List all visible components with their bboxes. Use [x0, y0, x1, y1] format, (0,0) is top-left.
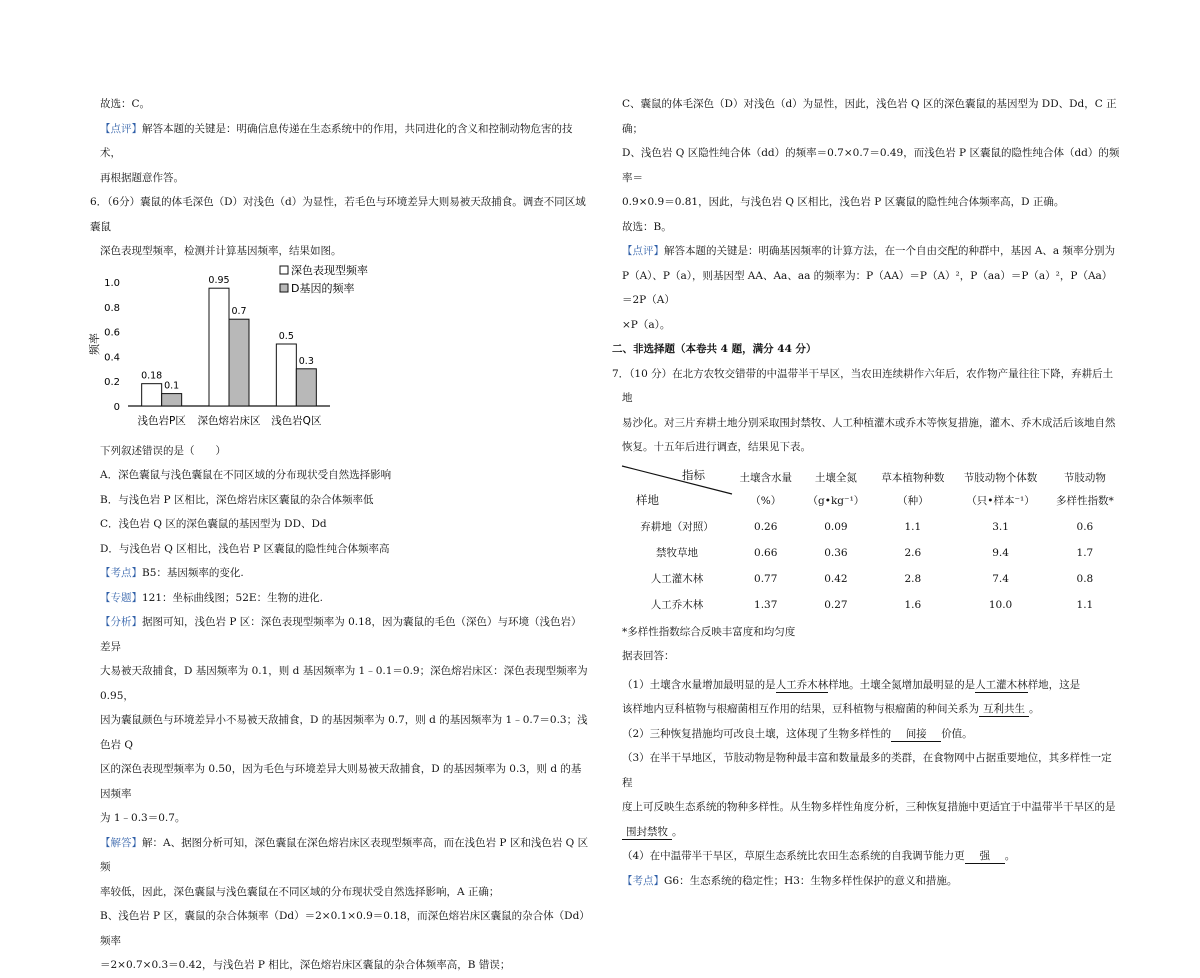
bar	[162, 393, 182, 405]
answer-line: 故选：C。	[100, 98, 151, 110]
table-cell: 9.4	[992, 546, 1009, 559]
a1-text-3: 样地，这是	[1027, 678, 1081, 691]
corner-bottom-label: 样地	[636, 492, 659, 507]
a3-blank: 围封禁牧	[622, 825, 672, 840]
kaodian-tag: 【考点】	[100, 567, 142, 579]
bar	[229, 319, 249, 406]
table-cell: 弃耕地（对照）	[640, 521, 714, 533]
y-tick-label: 0.4	[104, 351, 120, 363]
header-unit: （只•样本⁻¹）	[966, 494, 1035, 507]
kaodian-tag: 【考点】	[622, 874, 664, 887]
a2-text-2: 价值。	[941, 727, 973, 740]
comment-paragraph	[90, 117, 590, 166]
q7-answer-1-cont	[622, 697, 1122, 722]
table-cell: 人工乔木林	[650, 599, 704, 611]
data-label: 0.5	[278, 330, 294, 342]
table-cell: 3.1	[992, 520, 1009, 533]
q7-number: 7．	[612, 367, 630, 380]
table-cell: 1.1	[904, 520, 922, 533]
y-tick-label: 0.2	[104, 376, 120, 388]
q6-number: 6．	[90, 196, 108, 208]
table-cell: 1.37	[754, 598, 778, 611]
comment-text: 解答本题的关键是：明确基因频率的计算方法，在一个自由交配的种群中，基因 A、a 频率分别为	[664, 245, 1116, 257]
fenxi-line-2: 大易被天敌捕食，D 基因频率为 0.1，则 d 基因频率为 1﹣0.1＝0.9；深色熔岩床区：深色表现型频率为 0.95，	[100, 665, 588, 702]
bar	[142, 383, 162, 405]
table-cell: 7.4	[992, 572, 1009, 585]
header-unit: （%）	[750, 494, 782, 507]
kaodian-text: G6：生态系统的稳定性；H3：生物多样性保护的意义和措施。	[664, 874, 958, 887]
zhuanti-tag: 【专题】	[100, 591, 142, 604]
a1-text-5: 。	[1029, 703, 1040, 715]
bar	[209, 288, 229, 406]
legend-swatch	[280, 284, 288, 292]
table-cell: 0.6	[1076, 520, 1094, 533]
legend-swatch	[280, 266, 288, 274]
kaodian-paragraph	[90, 561, 590, 586]
a1-blank-2: 人工灌木林	[975, 678, 1028, 691]
fenxi-line-3: 因为囊鼠颜色与环境差异小不易被天敌捕食，D 的基因频率为 0.7，则 d 的基因频率为 1﹣0.7＝0.3；浅色岩 Q	[100, 714, 588, 751]
comment-text: 解答本题的关键是：明确信息传递在生态系统中的作用，共同进化的含义和控制动物危害的技术，	[100, 122, 573, 159]
zhuanti-paragraph	[90, 586, 590, 611]
bar	[296, 368, 316, 405]
fenxi-paragraph	[90, 610, 590, 659]
table-cell: 0.66	[754, 546, 778, 559]
table-cell: 禁牧草地	[656, 547, 698, 559]
table-cell: 0.27	[824, 598, 848, 611]
data-label: 0.7	[231, 305, 247, 317]
q6-stem-cont: 深色表现型频率，检测并计算基因频率，结果如图。	[100, 245, 342, 257]
table-cell: 10.0	[988, 598, 1013, 611]
table-row	[622, 592, 1122, 618]
a1-text: （1）土壤含水量增加最明显的是	[622, 678, 776, 691]
table-footnote: *多样性指数综合反映丰富度和均匀度	[622, 625, 796, 638]
jieda-line-2: 率较低，因此，深色囊鼠与浅色囊鼠在不同区域的分布现状受自然选择影响，A 正确；	[100, 885, 500, 898]
comment-text-cont: 再根据题意作答。	[100, 171, 184, 184]
a4-text: （4）在中温带半干旱区，草原生态系统比农田生态系统的自我调节能力更	[622, 850, 965, 862]
header-line: 节肢动物个体数	[963, 471, 1038, 484]
x-tick-label: 浅色岩P区	[137, 414, 186, 427]
comment-tag: 【点评】	[622, 245, 664, 257]
table-cell: 2.8	[904, 572, 922, 585]
table-header-cell	[732, 464, 799, 514]
jieda-tag: 【解答】	[100, 836, 142, 849]
legend-label: 深色表现型频率	[291, 263, 368, 277]
comment-paragraph	[622, 239, 1122, 264]
a1-blank-3: 互利共生	[979, 702, 1029, 717]
y-tick-label: 0.8	[104, 302, 120, 314]
table-cell: 1.1	[1076, 598, 1094, 611]
q7-stem-text: （10 分）在北方农牧交错带的中温带半干旱区，当农田连续耕作六年后，农作物产量往往下降，弃耕后土地	[622, 367, 1114, 404]
header-unit: （g•kg⁻¹）	[807, 494, 865, 507]
jieda-line-3: B、浅色岩 P 区，囊鼠的杂合体频率（Dd）＝2×0.1×0.9＝0.18，而深色熔岩床区囊鼠的杂合体（Dd）频率	[100, 910, 590, 947]
y-axis-label: 频率	[88, 332, 101, 355]
q7-answer-3-cont: 度上可反映生态系统的物种多样性。从生物多样性角度分析，三种恢复措施中更适宜于中温带半干旱区的是	[622, 801, 1116, 813]
q7-prompt: 据表回答：	[622, 650, 675, 662]
header-unit: （种）	[897, 494, 929, 507]
x-tick-label: 深色熔岩床区	[197, 414, 261, 427]
comment-line-3: ×P（a）。	[622, 318, 671, 331]
y-tick-label: 0	[113, 401, 120, 413]
q7-stem	[612, 362, 1122, 411]
a1-text-2: 样地。土壤全氮增加最明显的是	[828, 678, 976, 691]
data-label: 0.1	[164, 380, 180, 392]
option-a: A．深色囊鼠与浅色囊鼠在不同区域的分布现状受自然选择影响	[100, 469, 392, 481]
q7-answer-1	[622, 673, 1122, 698]
table-cell: 0.36	[824, 546, 848, 559]
kaodian-text: B5：基因频率的变化.	[142, 567, 244, 579]
table-cell: 0.8	[1076, 572, 1094, 585]
left-column	[90, 92, 590, 978]
q7-answer-4	[622, 844, 1122, 869]
table-header-row	[622, 464, 1122, 514]
header-line: 土壤含水量	[739, 471, 792, 484]
bar-chart	[90, 264, 590, 439]
kaodian-paragraph	[622, 869, 1122, 894]
table-cell: 人工灌木林	[650, 573, 704, 585]
bar	[276, 344, 296, 406]
q7-stem-line-2: 易沙化。对三片弃耕土地分别采取围封禁牧、人工种植灌木或乔木等恢复措施，灌木、乔木成活后该地自然	[622, 416, 1116, 429]
corner-top-label: 指标	[682, 467, 705, 482]
table-row	[622, 514, 1122, 540]
table-cell: 0.26	[754, 520, 778, 533]
y-tick-label: 1.0	[104, 277, 120, 289]
option-d: D．与浅色岩 Q 区相比，浅色岩 P 区囊鼠的隐性纯合体频率高	[100, 542, 390, 555]
a4-text-end: 。	[1004, 850, 1016, 862]
data-label: 0.3	[298, 355, 314, 367]
a2-text: （2）三种恢复措施均可改良土壤，这体现了生物多样性的	[622, 727, 892, 740]
y-tick-label: 0.6	[104, 327, 120, 339]
zhuanti-text: 121：坐标曲线图；52E：生物的进化.	[142, 591, 323, 604]
comment-line-2: P（A）、P（a），则基因型 AA、Aa、aa 的频率为：P（AA）＝P（A）²，P（aa）＝P（a）²，P（Aa）＝2P（A）	[622, 269, 1113, 306]
data-label: 0.18	[141, 370, 163, 382]
table-row	[622, 566, 1122, 592]
table-header-cell	[872, 464, 953, 514]
fenxi-text: 据图可知，浅色岩 P 区：深色表现型频率为 0.18，因为囊鼠的毛色（深色）与环境（浅色岩）差异	[100, 616, 582, 653]
table-row	[622, 540, 1122, 566]
a2-blank: 间接	[891, 727, 941, 742]
fenxi-tag: 【分析】	[100, 616, 142, 628]
jieda-text: 解：A、据图分析可知，深色囊鼠在深色熔岩床区表现型频率高，而在浅色岩 P 区和浅色岩 Q 区频	[100, 836, 589, 873]
table-header-cell	[799, 464, 872, 514]
a3-text-end: 。	[672, 825, 683, 838]
a1-blank-1: 人工乔木林	[775, 678, 829, 691]
data-label: 0.95	[208, 274, 230, 286]
table-corner-cell	[622, 464, 732, 514]
header-line: 节肢动物	[1063, 471, 1106, 484]
fenxi-line-4: 区的深色表现型频率为 0.50，因为毛色与环境差异大则易被天敌捕食，D 的基因频率为 0.3，则 d 的基因频率	[100, 763, 582, 800]
q7-answer-3-end	[622, 820, 1122, 845]
right-column	[612, 92, 1122, 893]
option-c: C．浅色岩 Q 区的深色囊鼠的基因型为 DD、Dd	[100, 518, 327, 530]
table-cell: 0.42	[824, 572, 848, 585]
q7-answer-3: （3）在半干旱地区，节肢动物是物种最丰富和数量最多的类群，在食物网中占据重要地位，其多样性一定程	[622, 752, 1112, 789]
table-cell: 1.6	[904, 598, 922, 611]
header-unit: 多样性指数*	[1056, 494, 1114, 507]
legend-label: D基因的频率	[291, 281, 355, 295]
header-line: 草本植物种数	[881, 471, 945, 484]
table-cell: 0.09	[824, 520, 848, 533]
option-d-analysis: D、浅色岩 Q 区隐性纯合体（dd）的频率＝0.7×0.7＝0.49，而浅色岩 P 区囊鼠的隐性纯合体（dd）的频率＝	[622, 147, 1120, 184]
answer-line: 故选：B。	[622, 220, 672, 233]
a1-text-4: 该样地内豆科植物与根瘤菌相互作用的结果，豆科植物与根瘤菌的种间关系为	[622, 703, 979, 715]
table-cell: 1.7	[1076, 546, 1094, 559]
option-b: B．与浅色岩 P 区相比，深色熔岩床区囊鼠的杂合体频率低	[100, 493, 374, 506]
table-header-cell	[1048, 464, 1122, 514]
data-table	[622, 464, 1122, 618]
q7-stem-line-3: 恢复。十五年后进行调查，结果见下表。	[622, 441, 811, 453]
table-cell: 2.6	[904, 546, 922, 559]
q6-stem	[90, 190, 590, 239]
option-d-analysis-cont: 0.9×0.9＝0.81，因此，与浅色岩 Q 区相比，浅色岩 P 区囊鼠的隐性纯合体频率高，D 正确。	[622, 196, 1065, 208]
header-line: 土壤全氮	[814, 471, 857, 484]
comment-tag: 【点评】	[100, 122, 142, 135]
q7-answer-2	[622, 722, 1122, 747]
table-header-cell	[953, 464, 1047, 514]
x-tick-label: 浅色岩Q区	[271, 414, 322, 427]
table-cell: 0.77	[754, 572, 778, 585]
a4-blank: 强	[965, 849, 1005, 864]
bar-chart-svg	[90, 264, 390, 439]
fenxi-line-5: 为 1﹣0.3＝0.7。	[100, 812, 186, 824]
option-c-analysis: C、囊鼠的体毛深色（D）对浅色（d）为显性，因此，浅色岩 Q 区的深色囊鼠的基因型为 DD、Dd，C 正确；	[622, 98, 1117, 135]
section-heading: 二、非选择题（本卷共 4 题，满分 44 分）	[612, 343, 817, 355]
q6-stem-text: （6分）囊鼠的体毛深色（D）对浅色（d）为显性，若毛色与环境差异大则易被天敌捕食。调查不同区域囊鼠	[90, 196, 586, 233]
q6-question: 下列叙述错误的是（ ）	[100, 444, 226, 457]
jieda-line-4: ＝2×0.7×0.3＝0.42，与浅色岩 P 相比，深色熔岩床区囊鼠的杂合体频率高，B 错误；	[100, 959, 511, 971]
jieda-paragraph	[90, 831, 590, 880]
